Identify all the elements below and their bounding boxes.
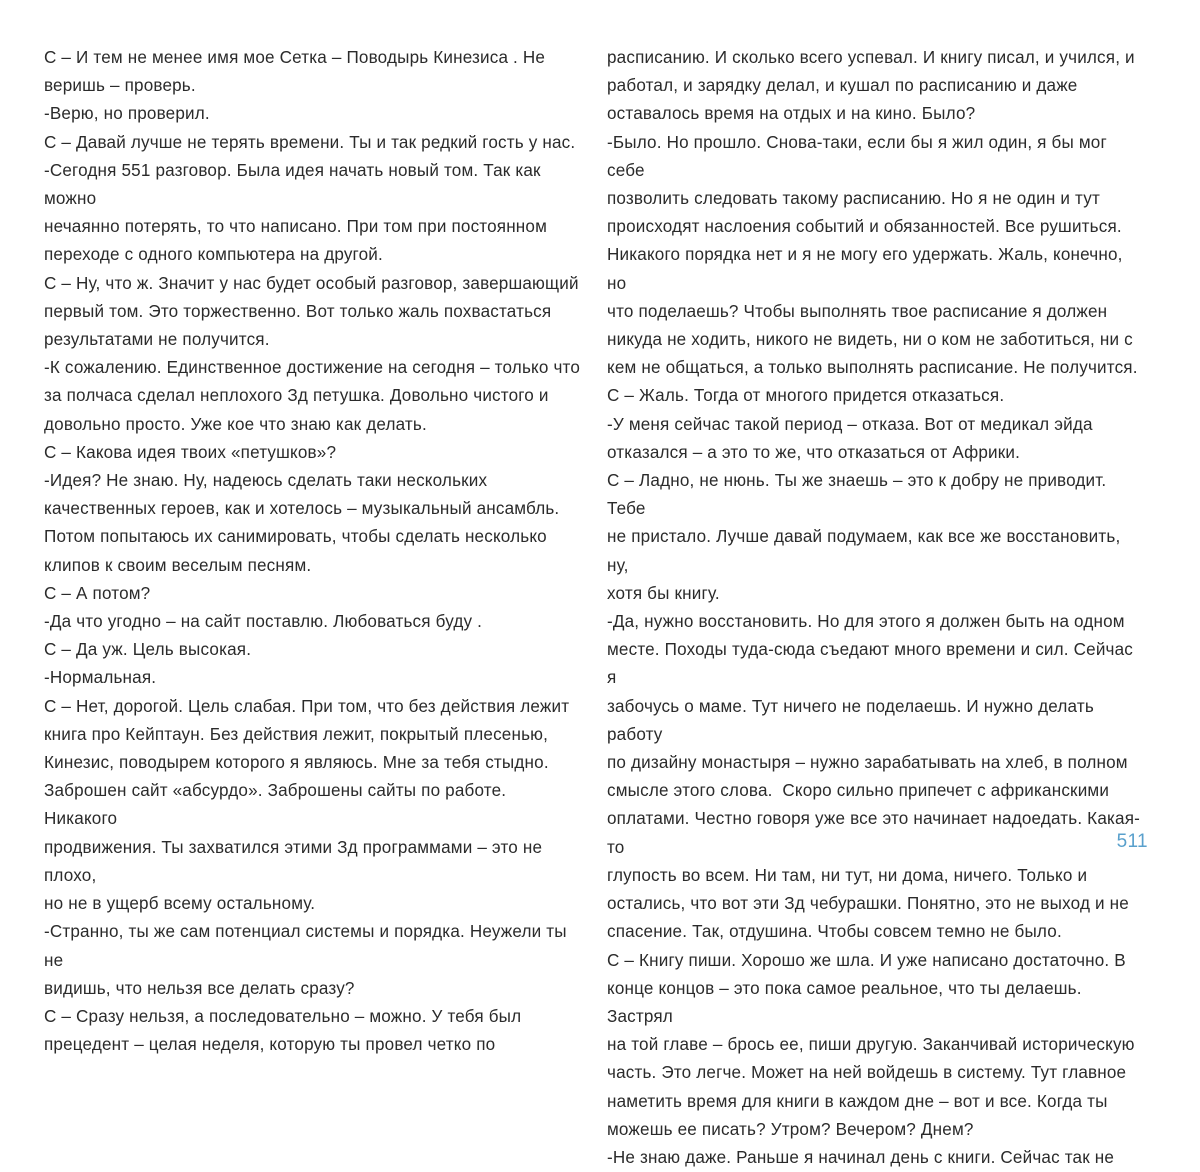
text-line: но не в ущерб всему остальному. <box>44 894 316 914</box>
text-line: месте. Походы туда-сюда съедают много времени и сил. Сейчас я <box>607 640 1138 688</box>
text-column-right <box>607 44 1144 1172</box>
text-line: работал, и зарядку делал, и кушал по расписанию и даже <box>607 76 1078 96</box>
text-line: можешь ее писать? Утром? Вечером? Днем? <box>607 1119 974 1139</box>
text-line: качественных героев, как и хотелось – музыкальный ансамбль. <box>44 499 560 519</box>
text-line: -Не знаю даже. Раньше я начинал день с книги. Сейчас так не <box>607 1147 1115 1167</box>
text-line: Заброшен сайт «абсурдо». Заброшены сайты по работе. Никакого <box>44 781 512 829</box>
text-line: оплатами. Честно говоря уже все это начинает надоедать. Какая-то <box>607 809 1140 857</box>
text-line: -Верю, но проверил. <box>44 104 210 124</box>
text-line: смысле этого слова. Скоро сильно припечет с африканскими <box>607 781 1110 801</box>
text-line: веришь – проверь. <box>44 76 196 96</box>
text-line: -К сожалению. Единственное достижение на сегодня – только что <box>44 358 581 378</box>
text-line: хотя бы книгу. <box>607 583 720 603</box>
text-line: по дизайну монастыря – нужно зарабатывать на хлеб, в полном <box>607 753 1128 773</box>
text-line: происходят наслоения событий и обязанностей. Все рушиться. <box>607 217 1122 237</box>
text-line: С – Давай лучше не терять времени. Ты и так редкий гость у нас. <box>44 132 576 152</box>
text-column-left <box>44 44 581 1059</box>
text-line: клипов к своим веселым песням. <box>44 555 312 575</box>
text-line: -Сегодня 551 разговор. Была идея начать новый том. Так как можно <box>44 160 546 209</box>
text-line: С – Ладно, не нюнь. Ты же знаешь – это к добру не приводит. Тебе <box>607 471 1112 519</box>
text-line: забочусь о маме. Тут ничего не поделаешь. И нужно делать работу <box>607 696 1099 744</box>
text-line: -Нормальная. <box>44 668 157 688</box>
text-line: Кинезис, поводырем которого я являюсь. Мне за тебя стыдно. <box>44 753 549 773</box>
text-line: С – Ну, что ж. Значит у нас будет особый разговор, завершающий <box>44 273 579 293</box>
text-line: отказался – а это то же, что отказаться от Африки. <box>607 442 1021 462</box>
text-line: на той главе – брось ее, пиши другую. Заканчивай историческую <box>607 1035 1135 1055</box>
text-line: С – Нет, дорогой. Цель слабая. При том, что без действия лежит <box>44 696 570 716</box>
text-line: С – Какова идея твоих «петушков»? <box>44 442 337 462</box>
text-line: -У меня сейчас такой период – отказа. Вот от медикал эйда <box>607 414 1093 434</box>
text-line: позволить следовать такому расписанию. Но я не один и тут <box>607 189 1100 209</box>
text-line: продвижения. Ты захватился этими Зд программами – это не плохо, <box>44 837 548 885</box>
text-line: не пристало. Лучше давай подумаем, как все же восстановить, ну, <box>607 527 1126 575</box>
text-line: довольно просто. Уже кое что знаю как делать. <box>44 414 427 434</box>
text-line: что поделаешь? Чтобы выполнять твое расписание я должен <box>607 301 1108 321</box>
text-line: нечаянно потерять, то что написано. При том при постоянном <box>44 217 548 237</box>
text-line: прецедент – целая неделя, которую ты провел четко по <box>44 1035 496 1055</box>
text-line: конце концов – это пока самое реальное, что ты делаешь. Застрял <box>607 978 1087 1026</box>
text-line: Никакого порядка нет и я не могу его удержать. Жаль, конечно, но <box>607 245 1128 293</box>
text-line: С – Да уж. Цель высокая. <box>44 640 252 660</box>
text-line: С – А потом? <box>44 583 151 603</box>
text-line: никуда не ходить, никого не видеть, ни о ком не заботиться, ни с <box>607 330 1133 350</box>
text-line: -Да что угодно – на сайт поставлю. Любоваться буду . <box>44 612 483 632</box>
text-line: -Да, нужно восстановить. Но для этого я должен быть на одном <box>607 612 1125 632</box>
text-line: -Было. Но прошло. Снова-таки, если бы я жил один, я бы мог себе <box>607 132 1112 180</box>
text-line: остались, что вот эти Зд чебурашки. Понятно, это не выход и не <box>607 894 1129 914</box>
text-line: переходе с одного компьютера на другой. <box>44 245 383 265</box>
text-line: спасение. Так, отдушина. Чтобы совсем темно не было. <box>607 922 1062 942</box>
text-line: оставалось время на отдых и на кино. Было? <box>607 104 976 124</box>
text-line: С – Книгу пиши. Хорошо же шла. И уже написано достаточно. В <box>607 950 1126 970</box>
text-line: С – Жаль. Тогда от многого придется отказаться. <box>607 386 1005 406</box>
text-line: первый том. Это торжественно. Вот только жаль похвастаться <box>44 301 552 321</box>
text-line: за полчаса сделал неплохого Зд петушка. Довольно чистого и <box>44 386 549 406</box>
text-line: часть. Это легче. Может на ней войдешь в систему. Тут главное <box>607 1063 1127 1083</box>
text-line: книга про Кейптаун. Без действия лежит, покрытый плесенью, <box>44 724 549 744</box>
text-line: наметить время для книги в каждом дне – вот и все. Когда ты <box>607 1091 1108 1111</box>
text-line: Потом попытаюсь их санимировать, чтобы сделать несколько <box>44 527 547 547</box>
text-line: расписанию. И сколько всего успевал. И книгу писал, и учился, и <box>607 48 1135 67</box>
text-line: -Идея? Не знаю. Ну, надеюсь сделать таки нескольких <box>44 471 488 491</box>
text-line: С – Сразу нельзя, а последовательно – можно. У тебя был <box>44 1006 522 1026</box>
text-line: кем не общаться, а только выполнять расписание. Не получится. <box>607 358 1138 378</box>
text-line: видишь, что нельзя все делать сразу? <box>44 978 355 998</box>
page-number: 511 <box>1116 831 1148 852</box>
text-line: глупость во всем. Ни там, ни тут, ни дома, ничего. Только и <box>607 865 1088 885</box>
text-line: -Странно, ты же сам потенциал системы и порядка. Неужели ты не <box>44 922 572 970</box>
text-line: результатами не получится. <box>44 330 270 350</box>
text-line: С – И тем не менее имя мое Сетка – Поводырь Кинезиса . Не <box>44 48 546 67</box>
